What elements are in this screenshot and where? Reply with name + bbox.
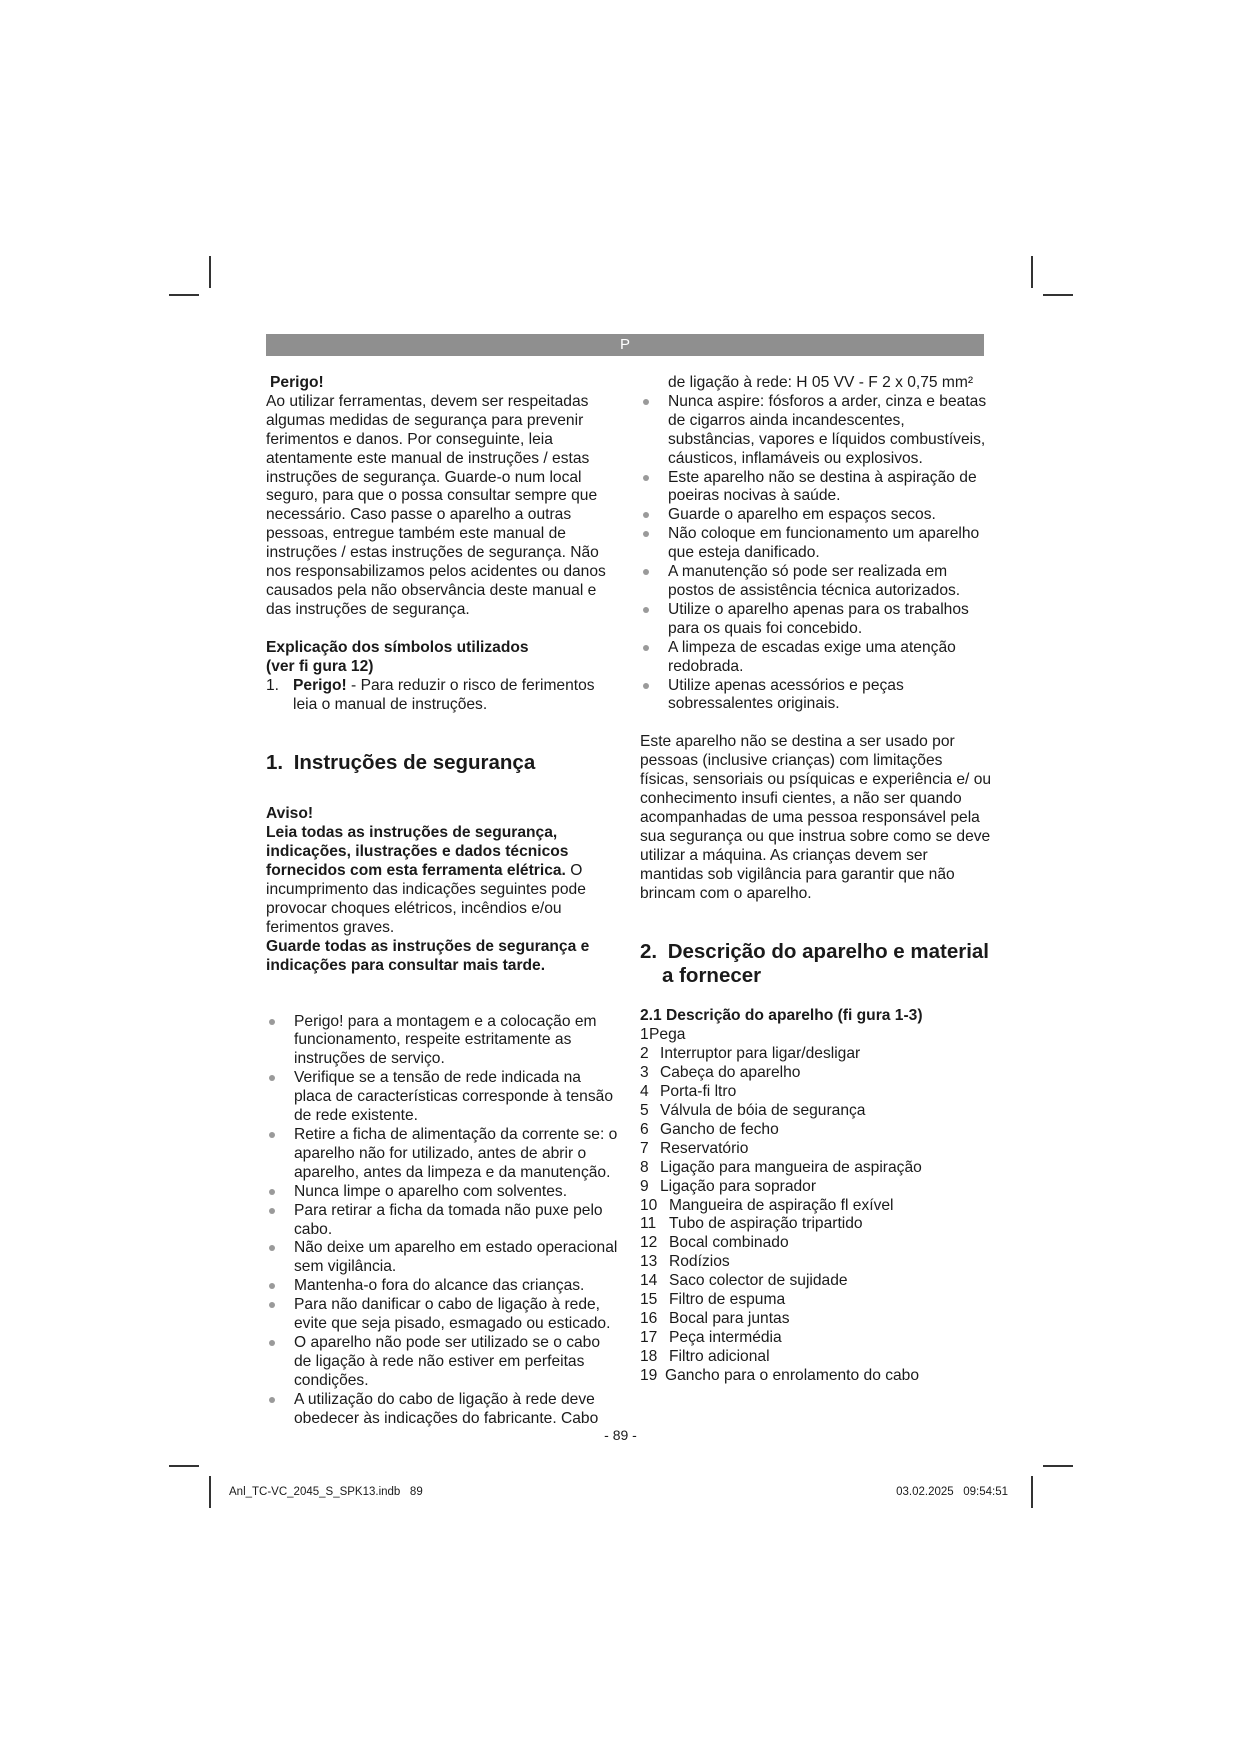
list-item: 15 Filtro de espuma [640,1291,786,1309]
bullet-icon [643,569,649,575]
list-item: 18 Filtro adicional [640,1347,770,1365]
section-2-heading: 2. Descrição do aparelho e material a fornecer [640,940,990,988]
children-paragraph: Este aparelho não se destina a ser usado por pessoas (inclusive crianças) com limitações físicas, sensoriais ou psíquicas e experiência e/ ou conhecimento insufi cientes, a não ser quando acompanhadas de uma pessoa responsável pela sua segurança ou que instrua sobre como se deve utilizar a máquina. As crianças devem ser mantidas sob vigilância para garantir que não brincam com o aparelho. [640,733,992,902]
bullet-icon [269,1283,275,1289]
list-item: A utilização do cabo de ligação à rede deve obedecer às indicações do fabricante. Cabo [266,1391,618,1429]
bullet-icon [269,1019,275,1025]
bullet-icon [643,531,649,537]
symbols-title: Explicação dos símbolos utilizados [266,638,529,656]
bullet-icon [269,1245,275,1251]
list-item: Para retirar a ficha da tomada não puxe pelo cabo. [266,1202,618,1240]
danger-title: Perigo! [270,374,324,391]
list-item: Retire a ficha de alimentação da corrente se: o aparelho não for utilizado, antes de abrir o aparelho, antes da limpeza e da manutenção. [266,1126,618,1183]
footer-filename: Anl_TC-VC_2045_S_SPK13.indb 89 [229,1486,423,1498]
bullet-icon [643,475,649,481]
list-item: Não deixe um aparelho em estado operacional sem vigilância. [266,1239,618,1277]
list-item: Mantenha-o fora do alcance das crianças. [266,1277,618,1296]
bullet-icon [643,512,649,518]
crop-mark [209,256,211,288]
list-item: 3 Cabeça do aparelho [640,1064,801,1082]
safety-list-right [640,393,992,714]
crop-mark [1043,294,1073,296]
list-item: 8 Ligação para mangueira de aspiração [640,1158,922,1176]
symbol-item [266,677,618,715]
list-item: 13 Rodízios [640,1253,730,1271]
bullet-icon [269,1302,275,1308]
safety-list-left [266,1013,618,1429]
list-item: 5 Válvula de bóia de segurança [640,1102,866,1119]
subsection-2-1-title: 2.1 Descrição do aparelho (fi gura 1-3) [640,1007,923,1025]
list-item: Perigo! para a montagem e a colocação em funcionamento, respeite estritamente as instruções de serviço. [266,1013,618,1070]
list-item: Nunca limpe o aparelho com solventes. [266,1183,618,1202]
bullet-icon [269,1340,275,1346]
list-item: Verifique se a tensão de rede indicada na placa de características corresponde à tensão de rede existente. [266,1069,618,1126]
list-item: Este aparelho não se destina à aspiração de poeiras nocivas à saúde. [640,469,992,507]
list-item: 11 Tubo de aspiração tripartido [640,1215,863,1233]
bullet-icon [643,399,649,405]
left-column [266,374,618,1429]
list-item: 2 Interruptor para ligar/desligar [640,1045,861,1063]
footer-timestamp: 03.02.2025 09:54:51 [896,1486,1008,1498]
cable-spec-continuation: de ligação à rede: H 05 VV - F 2 x 0,75 mm² [668,374,974,391]
bullet-icon [643,645,649,651]
list-item: Guarde o aparelho em espaços secos. [640,506,992,525]
section-1-heading: 1. Instruções de segurança [266,751,536,775]
list-item: 19 Gancho para o enrolamento do cabo [640,1366,920,1384]
list-item: Nunca aspire: fósforos a arder, cinza e beatas de cigarros ainda incandescentes, substâncias, vapores e líquidos combustíveis, cáusticos, inflamáveis ou explosivos. [640,393,992,469]
list-item: 17 Peça intermédia [640,1328,782,1346]
warning-title: Aviso! [266,805,314,823]
page-number: - 89 - [604,1427,637,1443]
symbols-subtitle: (ver fi gura 12) [266,657,374,675]
symbol-item-number: 1. [266,676,280,694]
crop-mark [1031,1476,1033,1508]
symbol-item-text: - Para reduzir o risco de ferimentos leia o manual de instruções. [293,676,595,713]
list-item: 9 Ligação para soprador [640,1177,817,1195]
bullet-icon [269,1208,275,1214]
list-item: Para não danificar o cabo de ligação à rede, evite que seja pisado, esmagado ou esticado. [266,1296,618,1334]
bullet-icon [643,683,649,689]
language-header-bar: P [266,334,984,356]
list-item: Não coloque em funcionamento um aparelho que esteja danificado. [640,525,992,563]
symbol-item-bold: Perigo! [293,676,347,694]
keep-instructions: Guarde todas as instruções de segurança e indicações para consultar mais tarde. [266,937,590,974]
list-item: 7 Reservatório [640,1139,749,1157]
bullet-icon [643,607,649,613]
list-item: 12 Bocal combinado [640,1234,789,1252]
list-item: Utilize o aparelho apenas para os trabalhos para os quais foi concebido. [640,601,992,639]
list-item: 10 Mangueira de aspiração fl exível [640,1196,894,1214]
right-column [640,374,992,1386]
list-item: A manutenção só pode ser realizada em postos de assistência técnica autorizados. [640,563,992,601]
list-item: 14 Saco colector de sujidade [640,1272,848,1290]
danger-paragraph: Ao utilizar ferramentas, devem ser respeitadas algumas medidas de segurança para prevenir ferimentos e danos. Por conseguinte, leia atentamente este manual de instruções / estas instruções de segurança. Guarde-o num local seguro, para que o possa consultar sempre que necessário. Caso passe o aparelho a outras pessoas, entregue também este manual de instruções / estas instruções de segurança. Não nos responsabilizamos pelos acidentes ou danos causados pela não observância deste manual e das instruções de segurança. [266,392,606,618]
list-item: 16 Bocal para juntas [640,1309,790,1327]
crop-mark [1031,256,1033,288]
crop-mark [209,1476,211,1508]
parts-list [640,1026,992,1385]
list-item: 4 Porta-fi ltro [640,1083,737,1101]
crop-mark [169,294,199,296]
list-item: 6 Gancho de fecho [640,1120,779,1138]
crop-mark [169,1465,199,1467]
warning-paragraph: Leia todas as instruções de segurança, indicações, ilustrações e dados técnicos fornecidos com esta ferramenta elétrica. O incumprimento das indicações seguintes pode provocar choques elétricos, incêndios e/ou ferimentos graves. [266,824,586,936]
crop-mark [1043,1465,1073,1467]
list-item: A limpeza de escadas exige uma atenção redobrada. [640,639,992,677]
bullet-icon [269,1189,275,1195]
bullet-icon [269,1132,275,1138]
bullet-icon [269,1397,275,1403]
bullet-icon [269,1075,275,1081]
list-item: 1Pega [640,1026,686,1044]
list-item: Utilize apenas acessórios e peças sobressalentes originais. [640,677,992,715]
list-item: O aparelho não pode ser utilizado se o cabo de ligação à rede não estiver em perfeitas condições. [266,1334,618,1391]
